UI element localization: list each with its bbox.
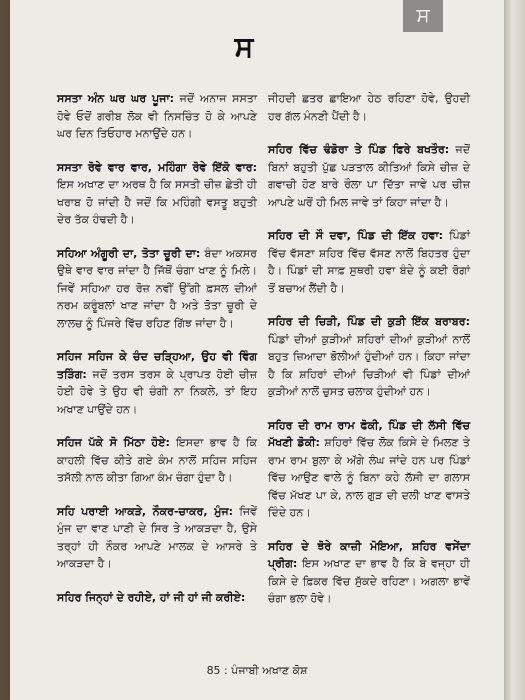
- proverb-entry: [57, 503, 257, 573]
- proverb-entry: [57, 159, 257, 229]
- proverb-heading: ਸਹਿਜ ਪੱਕੇ ਸੋ ਮਿੱਠਾ ਹੋਏ:: [57, 436, 170, 449]
- right-column: [268, 90, 470, 624]
- proverb-heading: ਸਹਿਰ ਦੀ ਚਿੜੀ, ਪਿੰਡ ਦੀ ਕੁੜੀ ਇੱਕ ਬਰਾਬਰ:: [268, 315, 470, 328]
- proverb-heading: ਸਹਿ ਪਰਾਈ ਆਕੜੇ, ਨੌਕਰ-ਚਾਕਰ, ਮੁੰਜ:: [57, 504, 234, 518]
- proverb-meaning: ਪਿੰਡਾਂ ਦੀਆਂ ਕੁੜੀਆਂ ਸ਼ਹਿਰਾਂ ਦੀਆਂ ਕੁੜੀਆਂ ਨਾਲੋਂ ਬਹੁਤ ਜ਼ਿਆਦਾ ਭੋਲੀਆਂ ਹੁੰਦੀਆਂ ਹਨ। ਕਿਹਾ ਜਾਂਦਾ ਹੈ ਕਿ ਸ਼ਹਿਰਾਂ ਦੀਆਂ ਚਿੜੀਆਂ ਵੀ ਪਿੰਡਾਂ ਦੀਆਂ ਕੁੜੀਆਂ ਨਾਲੋਂ ਚੁਸਤ ਚਲਾਕ ਹੁੰਦੀਆਂ ਹਨ।: [268, 332, 470, 398]
- proverb-meaning: ਜਦੋਂ ਬਿਨਾਂ ਬਹੁਤੀ ਪੁੱਛ ਪੜਤਾਲ ਕੀਤਿਆਂ ਕਿਸੇ ਚੀਜ਼ ਦੇ ਗਵਾਚੀ ਹੋਣ ਬਾਰੇ ਰੌਲਾ ਪਾ ਦਿੱਤਾ ਜਾਵੇ ਪਰ ਚੀਜ਼ ਆਪਣੇ ਘਰੋਂ ਹੀ ਮਿਲ ਜਾਵੇ ਤਾਂ ਕਿਹਾ ਜਾਂਦਾ ਹੈ।: [268, 143, 470, 209]
- proverb-entry: [268, 313, 470, 401]
- section-heading-letter: ਸ: [234, 30, 254, 63]
- proverb-entry: [57, 90, 257, 143]
- proverb-entry: [57, 434, 257, 487]
- proverb-heading: ਸਹਿਜ ਸਹਿਜ ਕੇ ਚੰਦ ਚੜ੍ਹਿਆ, ਉਹ ਵੀ ਵਿੰਗ ਤੜਿੰਗ:: [57, 350, 257, 381]
- proverb-meaning: ਪਿੰਡਾਂ ਵਿੱਚ ਵੱਸਣਾ ਸ਼ਹਿਰ ਵਿੱਚ ਵੱਸਣ ਨਾਲੋਂ ਬਿਹਤਰ ਹੁੰਦਾ ਹੈ। ਪਿੰਡਾਂ ਦੀ ਸਾਫ਼ ਸੁਥਰੀ ਹਵਾ ਬੰਦੇ ਨੂੰ ਕਈ ਰੋਗਾਂ ਤੋਂ ਬਚਾਅ ਲੈਂਦੀ ਹੈ।: [268, 229, 470, 295]
- proverb-entry: [57, 245, 257, 333]
- proverb-entry: [268, 417, 470, 522]
- left-column: [57, 90, 257, 622]
- proverb-heading: ਸਹਿਰ ਜਿਨ੍ਹਾਂ ਦੇ ਰਹੀਏ, ਹਾਂ ਜੀ ਹਾਂ ਜੀ ਕਰੀਏ:: [57, 590, 246, 604]
- proverb-entry: [268, 538, 470, 608]
- section-tab: [403, 0, 443, 32]
- proverb-entry: [268, 90, 470, 125]
- proverb-meaning: ਜਦੋਂ ਤਰਸ ਤਰਸ ਕੇ ਪ੍ਰਾਪਤ ਹੋਈ ਚੀਜ਼ ਹੋਈ ਹੋਵੇ ਤੇ ਉਹ ਵੀ ਚੰਗੀ ਨਾ ਨਿਕਲੇ, ਤਾਂ ਇਹ ਅਖਾਣ ਪਾਉਂਦੇ ਹਨ।: [57, 367, 257, 416]
- book-page: [10, 0, 504, 700]
- proverb-entry: [268, 141, 470, 211]
- page-edge: [504, 0, 525, 700]
- proverb-meaning: ਸ਼ਹਿਰਾਂ ਵਿੱਚ ਲੋਕ ਕਿਸੇ ਦੇ ਮਿਲਣ ਤੇ ਰਾਮ ਰਾਮ ਬੁਲਾ ਕੇ ਅੱਗੇ ਲੰਘ ਜਾਂਦੇ ਹਨ ਪਰ ਪਿੰਡਾਂ ਵਿੱਚ ਆਉਣ ਵਾਲੇ ਨੂੰ ਬਿਨਾ ਕਹੇ ਲੱਸੀ ਦਾ ਗਲਾਸ ਵਿੱਚ ਮੱਖਣ ਪਾ ਕੇ, ਨਾਲ ਗੁੜ ਦੀ ਦਲੀ ਖਾਣ ਵਾਸਤੇ ਦਿੰਦੇ ਹਨ।: [268, 436, 470, 519]
- proverb-meaning: ਜੀਹਦੀ ਛਤਰ ਛਾਇਆ ਹੇਠ ਰਹਿਣਾ ਹੋਵੇ, ਉਹਦੀ ਹਰ ਗੱਲ ਮੰਨਣੀ ਪੈਂਦੀ ਹੈ।: [268, 92, 470, 123]
- proverb-meaning: ਇਸ ਅਖਾਣ ਦਾ ਅਰਥ ਹੈ ਕਿ ਸਸਤੀ ਚੀਜ਼ ਛੇਤੀ ਹੀ ਖਰਾਬ ਹੋ ਜਾਂਦੀ ਹੈ ਜਦੋਂ ਕਿ ਮਹਿੰਗੀ ਵਸਤੂ ਬਹੁਤੀ ਦੇਰ ਤੱਕ ਹੰਢਦੀ ਹੈ।: [57, 178, 257, 226]
- proverb-entry: [268, 227, 470, 297]
- page-footer: 85 : ਪੰਜਾਬੀ ਅਖਾਣ ਕੋਸ਼: [206, 664, 308, 677]
- section-tab-letter: ਸ: [416, 3, 430, 27]
- proverb-entry: [57, 589, 257, 607]
- proverb-meaning: ਬੰਦਾ ਅਕਸਰ ਉਥੇ ਵਾਰ ਵਾਰ ਜਾਂਦਾ ਹੈ ਜਿੱਥੋਂ ਚੰਗਾ ਖਾਣ ਨੂੰ ਮਿਲੇ। ਜਿਵੇਂ ਸਹਿਆ ਹਰ ਰੋਜ਼ ਨਵੀਂ ਉੱਗੀ ਫ਼ਸਲ ਦੀਆਂ ਨਰਮ ਕਰੂੰਬਲਾਂ ਖਾਣ ਜਾਂਦਾ ਹੈ ਅਤੇ ਤੋਤਾ ਚੂਰੀ ਦੇ ਲਾਲਚ ਨੂੰ ਪਿੰਜਰੇ ਵਿੱਚ ਰਹਿਣ ਗਿੱਝ ਜਾਂਦਾ ਹੈ।: [57, 246, 257, 330]
- proverb-heading: ਸਹਿਰ ਦੇ ਝੋਰੇ ਕਾਜ਼ੀ ਮੋਇਆ, ਸ਼ਹਿਰ ਵਸੇਂਦਾ ਪ੍ਰੀਗ:: [268, 539, 470, 570]
- proverb-meaning: ਜਿਵੇਂ ਮੁੰਜ ਦਾ ਵਾਣ ਪਾਣੀ ਦੇ ਸਿਰ ਤੇ ਆਕੜਦਾ ਹੈ, ਉਸੇ ਤਰ੍ਹਾਂ ਹੀ ਨੌਕਰ ਆਪਣੇ ਮਾਲਕ ਦੇ ਆਸਰੇ ਤੇ ਆਕੜਦਾ ਹੈ।: [57, 504, 257, 570]
- proverb-heading: ਸਸਤਾ ਰੋਵੇ ਵਾਰ ਵਾਰ, ਮਹਿੰਗਾ ਰੋਵੇ ਇੱਕੋ ਵਾਰ:: [57, 160, 257, 174]
- proverb-meaning: ਇਸ ਅਖਾਣ ਦਾ ਭਾਵ ਹੈ ਕਿ ਬੇ ਵਜ੍ਹਾ ਹੀ ਕਿਸੇ ਦੇ ਫ਼ਿਕਰ ਵਿੱਚ ਸੁੱਕਦੇ ਰਹਿਣਾ। ਅਗਲਾ ਭਾਵੇਂ ਚੰਗਾ ਭਲਾ ਹੋਵੇ।: [268, 557, 470, 605]
- proverb-heading: ਸਸਤਾ ਅੰਨ ਘਰ ਘਰ ਪੂਜਾ:: [57, 92, 175, 105]
- proverb-heading: ਸਹਿਰ ਵਿੱਚ ਢੰਡੋਰਾ ਤੇ ਪਿੰਡ ਫਿਰੇ ਬਖਤੌਰ:: [268, 143, 450, 156]
- proverb-meaning: ਇਸਦਾ ਭਾਵ ਹੈ ਕਿ ਕਾਹਲੀ ਵਿੱਚ ਕੀਤੇ ਗਏ ਕੰਮ ਨਾਲੋਂ ਸਹਿਜ ਸਹਿਜ ਤਸੱਲੀ ਨਾਲ ਕੀਤਾ ਗਿਆ ਕੰਮ ਚੰਗਾ ਹੁੰਦਾ ਹੈ।: [57, 436, 258, 484]
- proverb-heading: ਸਹਿਰ ਦੀ ਸੌ ਦਵਾ, ਪਿੰਡ ਦੀ ਇੱਕ ਹਵਾ:: [268, 229, 444, 242]
- proverb-entry: [57, 348, 257, 418]
- proverb-heading: ਸਹਿਆ ਅੰਗੂਰੀ ਦਾ, ਤੋਤਾ ਚੂਰੀ ਦਾ:: [57, 246, 201, 260]
- proverb-heading: ਸਹਿਰ ਦੀ ਰਾਮ ਰਾਮ ਫੋਕੀ, ਪਿੰਡ ਦੀ ਲੱਸੀ ਵਿੱਚ ਮੱਖਣੀ ਡੋਕੀ:: [268, 418, 470, 449]
- proverb-meaning: ਜਦੋਂ ਅਨਾਜ ਸਸਤਾ ਹੋਵੇ ਓਦੋਂ ਗਰੀਬ ਲੋਕ ਵੀ ਨਿਸਚਿੰਤ ਹੋ ਕੇ ਆਪਣੇ ਘਰ ਦਿਨ ਤਿਓਹਾਰ ਮਨਾਉਂਦੇ ਹਨ।: [57, 92, 257, 140]
